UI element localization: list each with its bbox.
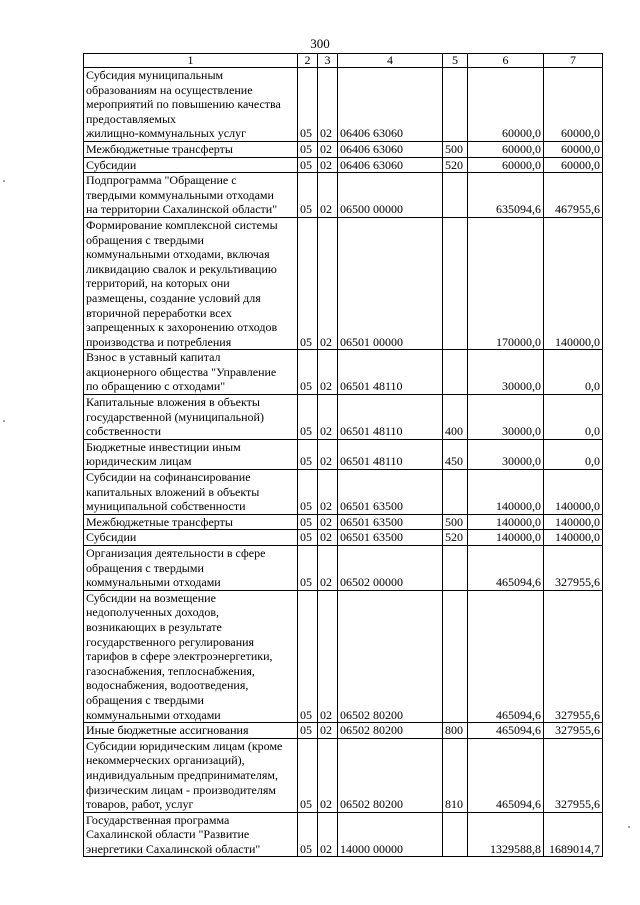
column-header: 6 bbox=[468, 54, 544, 68]
scan-speck bbox=[628, 826, 630, 828]
cell-expense-type bbox=[443, 173, 468, 218]
cell-subsection: 02 bbox=[318, 217, 338, 349]
cell-target-article: 06502 00000 bbox=[338, 546, 443, 591]
cell-name: Капитальные вложения в объекты государственной (муниципальной) собственности bbox=[84, 395, 298, 440]
cell-name: Субсидии bbox=[84, 530, 298, 546]
cell-subsection: 02 bbox=[318, 514, 338, 530]
cell-amount-2: 140000,0 bbox=[544, 217, 603, 349]
cell-target-article: 06501 63500 bbox=[338, 514, 443, 530]
cell-subsection: 02 bbox=[318, 723, 338, 739]
cell-expense-type bbox=[443, 590, 468, 722]
cell-section: 05 bbox=[298, 590, 318, 722]
cell-amount-2: 0,0 bbox=[544, 439, 603, 469]
page-number: 300 bbox=[310, 36, 330, 51]
cell-amount-1: 60000,0 bbox=[468, 157, 544, 173]
cell-expense-type bbox=[443, 350, 468, 395]
table-row bbox=[84, 546, 603, 591]
cell-section: 05 bbox=[298, 395, 318, 440]
cell-target-article: 06501 00000 bbox=[338, 217, 443, 349]
column-header: 3 bbox=[318, 54, 338, 68]
table-row bbox=[84, 723, 603, 739]
cell-expense-type: 520 bbox=[443, 530, 468, 546]
table-row bbox=[84, 514, 603, 530]
cell-target-article: 06406 63060 bbox=[338, 68, 443, 142]
cell-target-article: 06406 63060 bbox=[338, 157, 443, 173]
cell-expense-type: 800 bbox=[443, 723, 468, 739]
table-row bbox=[84, 68, 603, 142]
table-row bbox=[84, 157, 603, 173]
cell-section: 05 bbox=[298, 723, 318, 739]
cell-target-article: 06502 80200 bbox=[338, 738, 443, 812]
cell-section: 05 bbox=[298, 141, 318, 157]
cell-name: Иные бюджетные ассигнования bbox=[84, 723, 298, 739]
cell-name: Субсидии на софинансирование капитальных вложений в объекты муниципальной собственности bbox=[84, 470, 298, 515]
cell-subsection: 02 bbox=[318, 395, 338, 440]
column-header: 1 bbox=[84, 54, 298, 68]
cell-expense-type: 450 bbox=[443, 439, 468, 469]
cell-name: Подпрограмма "Обращение с твердыми коммунальными отходами на территории Сахалинской области" bbox=[84, 173, 298, 218]
cell-amount-2: 60000,0 bbox=[544, 68, 603, 142]
cell-section: 05 bbox=[298, 217, 318, 349]
cell-amount-2: 1689014,7 bbox=[544, 812, 603, 857]
cell-section: 05 bbox=[298, 546, 318, 591]
column-header: 2 bbox=[298, 54, 318, 68]
cell-target-article: 06500 00000 bbox=[338, 173, 443, 218]
cell-target-article: 06501 48110 bbox=[338, 350, 443, 395]
cell-amount-1: 635094,6 bbox=[468, 173, 544, 218]
cell-expense-type: 400 bbox=[443, 395, 468, 440]
cell-target-article: 06501 48110 bbox=[338, 439, 443, 469]
cell-amount-2: 60000,0 bbox=[544, 141, 603, 157]
cell-section: 05 bbox=[298, 157, 318, 173]
table-row bbox=[84, 217, 603, 349]
cell-target-article: 06406 63060 bbox=[338, 141, 443, 157]
cell-expense-type: 520 bbox=[443, 157, 468, 173]
cell-name: Субсидия муниципальным образованиям на осуществление мероприятий по повышению качества предоставляемых жилищно-коммунальных услуг bbox=[84, 68, 298, 142]
cell-amount-1: 60000,0 bbox=[468, 141, 544, 157]
table-row bbox=[84, 530, 603, 546]
cell-amount-1: 30000,0 bbox=[468, 350, 544, 395]
cell-section: 05 bbox=[298, 470, 318, 515]
scan-speck bbox=[3, 420, 5, 422]
cell-name: Субсидии bbox=[84, 157, 298, 173]
table-row bbox=[84, 470, 603, 515]
cell-amount-2: 60000,0 bbox=[544, 157, 603, 173]
cell-target-article: 06501 48110 bbox=[338, 395, 443, 440]
cell-name: Субсидии на возмещение недополученных доходов, возникающих в результате государственного регулирования тарифов в сфере электроэнергетики, газоснабжения, теплоснабжения, водоснабжения, водоотведения, обращения с твердыми коммунальными отходами bbox=[84, 590, 298, 722]
cell-amount-2: 0,0 bbox=[544, 350, 603, 395]
cell-target-article: 14000 00000 bbox=[338, 812, 443, 857]
cell-subsection: 02 bbox=[318, 470, 338, 515]
table-row bbox=[84, 812, 603, 857]
cell-amount-1: 170000,0 bbox=[468, 217, 544, 349]
cell-amount-1: 30000,0 bbox=[468, 439, 544, 469]
cell-amount-2: 467955,6 bbox=[544, 173, 603, 218]
cell-amount-2: 327955,6 bbox=[544, 590, 603, 722]
budget-table bbox=[83, 53, 603, 857]
cell-amount-1: 140000,0 bbox=[468, 470, 544, 515]
cell-expense-type bbox=[443, 217, 468, 349]
cell-amount-2: 327955,6 bbox=[544, 723, 603, 739]
cell-name: Бюджетные инвестиции иным юридическим лицам bbox=[84, 439, 298, 469]
cell-section: 05 bbox=[298, 530, 318, 546]
cell-subsection: 02 bbox=[318, 812, 338, 857]
cell-amount-1: 1329588,8 bbox=[468, 812, 544, 857]
cell-amount-1: 140000,0 bbox=[468, 514, 544, 530]
cell-amount-1: 465094,6 bbox=[468, 546, 544, 591]
cell-amount-2: 140000,0 bbox=[544, 530, 603, 546]
table-row bbox=[84, 590, 603, 722]
cell-subsection: 02 bbox=[318, 350, 338, 395]
cell-expense-type: 500 bbox=[443, 141, 468, 157]
cell-amount-1: 465094,6 bbox=[468, 723, 544, 739]
cell-subsection: 02 bbox=[318, 68, 338, 142]
cell-section: 05 bbox=[298, 173, 318, 218]
cell-section: 05 bbox=[298, 68, 318, 142]
cell-amount-1: 30000,0 bbox=[468, 395, 544, 440]
scan-speck bbox=[3, 180, 5, 182]
cell-amount-2: 140000,0 bbox=[544, 470, 603, 515]
cell-name: Межбюджетные трансферты bbox=[84, 514, 298, 530]
cell-subsection: 02 bbox=[318, 439, 338, 469]
cell-expense-type: 810 bbox=[443, 738, 468, 812]
cell-expense-type bbox=[443, 68, 468, 142]
cell-name: Организация деятельности в сфере обращения с твердыми коммунальными отходами bbox=[84, 546, 298, 591]
cell-target-article: 06501 63500 bbox=[338, 470, 443, 515]
column-header: 7 bbox=[544, 54, 603, 68]
column-header: 4 bbox=[338, 54, 443, 68]
cell-name: Государственная программа Сахалинской области "Развитие энергетики Сахалинской области" bbox=[84, 812, 298, 857]
table-row bbox=[84, 738, 603, 812]
cell-name: Формирование комплексной системы обращения с твердыми коммунальными отходами, включая ликвидацию свалок и рекультивацию территорий, на которых они размещены, создание условий для вторичной переработки всех запрещенных к захоронению отходов производства и потребления bbox=[84, 217, 298, 349]
table-row bbox=[84, 350, 603, 395]
cell-name: Субсидии юридическим лицам (кроме некоммерческих организаций), индивидуальным предпринимателям, физическим лицам - производителям товаров, работ, услуг bbox=[84, 738, 298, 812]
cell-name: Межбюджетные трансферты bbox=[84, 141, 298, 157]
cell-expense-type bbox=[443, 546, 468, 591]
cell-subsection: 02 bbox=[318, 173, 338, 218]
table-row bbox=[84, 395, 603, 440]
cell-section: 05 bbox=[298, 738, 318, 812]
cell-name: Взнос в уставный капитал акционерного общества "Управление по обращению с отходами" bbox=[84, 350, 298, 395]
cell-expense-type: 500 bbox=[443, 514, 468, 530]
cell-section: 05 bbox=[298, 514, 318, 530]
cell-expense-type bbox=[443, 470, 468, 515]
cell-section: 05 bbox=[298, 812, 318, 857]
table-row bbox=[84, 173, 603, 218]
table-row bbox=[84, 439, 603, 469]
column-header: 5 bbox=[443, 54, 468, 68]
cell-amount-1: 465094,6 bbox=[468, 738, 544, 812]
table-row bbox=[84, 141, 603, 157]
cell-target-article: 06501 63500 bbox=[338, 530, 443, 546]
cell-subsection: 02 bbox=[318, 738, 338, 812]
cell-subsection: 02 bbox=[318, 141, 338, 157]
header-row bbox=[84, 54, 603, 68]
cell-subsection: 02 bbox=[318, 590, 338, 722]
cell-amount-1: 60000,0 bbox=[468, 68, 544, 142]
cell-expense-type bbox=[443, 812, 468, 857]
cell-target-article: 06502 80200 bbox=[338, 723, 443, 739]
cell-subsection: 02 bbox=[318, 157, 338, 173]
cell-target-article: 06502 80200 bbox=[338, 590, 443, 722]
cell-amount-2: 0,0 bbox=[544, 395, 603, 440]
cell-amount-1: 140000,0 bbox=[468, 530, 544, 546]
cell-section: 05 bbox=[298, 350, 318, 395]
cell-amount-2: 327955,6 bbox=[544, 738, 603, 812]
cell-subsection: 02 bbox=[318, 530, 338, 546]
cell-amount-2: 327955,6 bbox=[544, 546, 603, 591]
cell-amount-2: 140000,0 bbox=[544, 514, 603, 530]
cell-section: 05 bbox=[298, 439, 318, 469]
cell-subsection: 02 bbox=[318, 546, 338, 591]
cell-amount-1: 465094,6 bbox=[468, 590, 544, 722]
